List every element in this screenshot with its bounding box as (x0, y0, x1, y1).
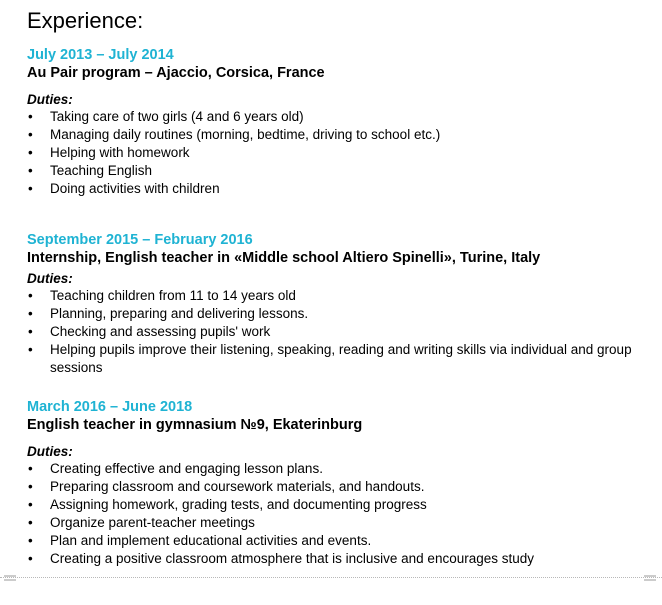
duties-list (27, 460, 650, 568)
bullet-icon: • (28, 497, 33, 512)
duties-label: Duties: (27, 271, 73, 286)
section-heading: Experience: (27, 8, 144, 33)
bullet-icon: • (28, 163, 33, 178)
bullet-icon: • (28, 324, 33, 339)
list-item: • Helping pupils improve their listening, speaking, reading and writing skills via individual and group sessions (28, 342, 632, 375)
bullet-icon: • (28, 479, 33, 494)
duties-list (27, 287, 650, 377)
job-date: March 2016 – June 2018 (27, 399, 193, 415)
bullet-icon: • (28, 181, 33, 196)
job-date: September 2015 – February 2016 (27, 232, 253, 248)
bullet-icon: • (28, 109, 33, 124)
bullet-icon: • (28, 306, 33, 321)
list-item: • Organize parent-teacher meetings (28, 515, 255, 530)
list-item: • Plan and implement educational activities and events. (28, 533, 372, 548)
margin-marker-icon (644, 573, 656, 585)
bullet-icon: • (28, 145, 33, 160)
margin-marker-icon (4, 573, 16, 585)
list-item: • Preparing classroom and coursework materials, and handouts. (28, 479, 425, 494)
list-item: • Taking care of two girls (4 and 6 years old) (28, 109, 304, 124)
list-item: • Doing activities with children (28, 181, 220, 196)
list-item: • Helping with homework (28, 145, 190, 160)
job-entry (27, 46, 650, 198)
bullet-icon: • (28, 461, 33, 476)
bullet-icon: • (28, 533, 33, 548)
duties-label: Duties: (27, 444, 73, 459)
job-date: July 2013 – July 2014 (27, 47, 174, 63)
list-item: • Checking and assessing pupils' work (28, 324, 271, 339)
duties-list (27, 108, 650, 198)
list-item: • Creating effective and engaging lesson plans. (28, 461, 323, 476)
list-item: • Managing daily routines (morning, bedtime, driving to school etc.) (28, 127, 441, 142)
list-item: • Teaching English (28, 163, 153, 178)
bullet-icon: • (28, 342, 33, 357)
list-item: • Planning, preparing and delivering lessons. (28, 306, 309, 321)
bullet-icon: • (28, 551, 33, 566)
job-title: English teacher in gymnasium №9, Ekaterinburg (27, 417, 363, 433)
bullet-icon: • (28, 288, 33, 303)
bullet-icon: • (28, 127, 33, 142)
job-title: Au Pair program – Ajaccio, Corsica, France (27, 65, 325, 81)
duties-label: Duties: (27, 92, 73, 107)
job-title: Internship, English teacher in «Middle school Altiero Spinelli», Turine, Italy (27, 250, 541, 266)
job-entry (27, 398, 650, 568)
list-item: • Teaching children from 11 to 14 years old (28, 288, 296, 303)
job-entry (27, 231, 650, 377)
bullet-icon: • (28, 515, 33, 530)
list-item: • Assigning homework, grading tests, and documenting progress (28, 497, 427, 512)
page-break-line (0, 577, 662, 578)
list-item: • Creating a positive classroom atmosphere that is inclusive and encourages study (28, 551, 535, 566)
